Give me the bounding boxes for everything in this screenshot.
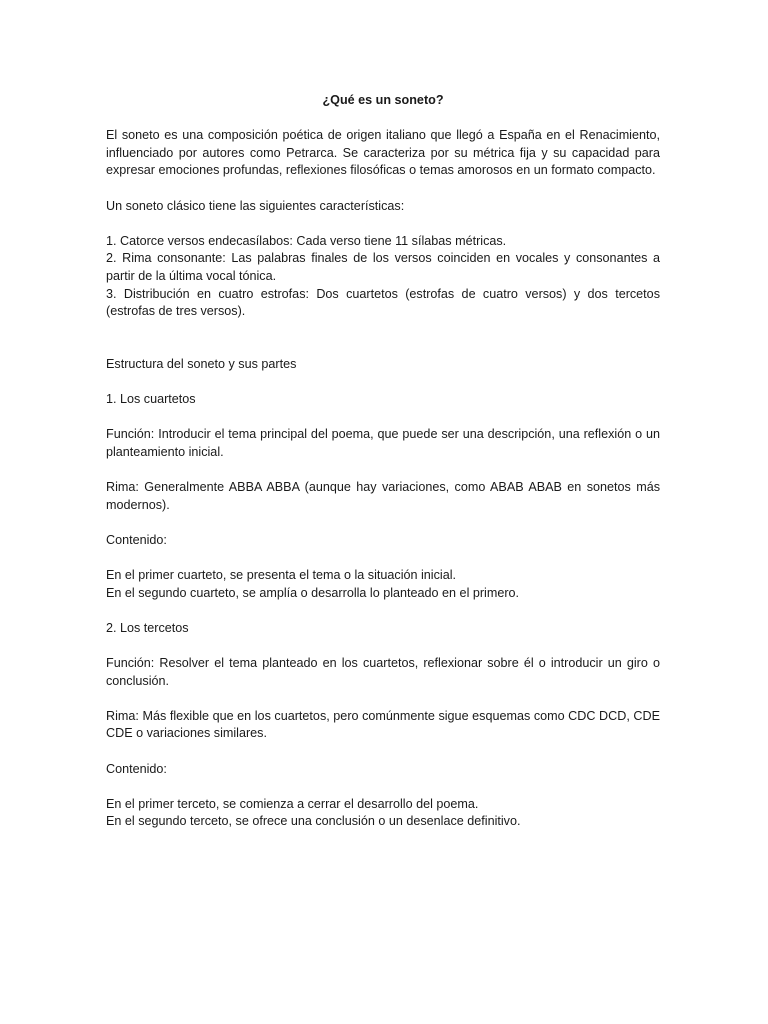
intro-paragraph: El soneto es una composición poética de origen italiano que llegó a España en el Renacimiento, influenciado por autores como Petrarca. Se caracteriza por su métrica fija y su capacidad para expresar emociones profundas, reflexiones filosóficas o temas amorosos en un formato compacto. [106,128,660,178]
tercetos-contenido-label: Contenido: [106,761,167,776]
cuartetos-heading: 1. Los cuartetos [106,392,196,407]
cuartetos-contenido-list [106,567,660,602]
tercetos-contenido-list [106,796,660,831]
tercetos-contenido-item: En el primer terceto, se comienza a cerrar el desarrollo del poema. [106,796,479,811]
cuartetos-contenido-label: Contenido: [106,532,167,547]
characteristics-list [106,233,660,321]
characteristic-item: 2. Rima consonante: Las palabras finales de los versos coinciden en vocales y consonantes a partir de la última vocal tónica. [106,251,660,283]
characteristic-item: 3. Distribución en cuatro estrofas: Dos cuartetos (estrofas de cuatro versos) y dos tercetos (estrofas de tres versos). [106,286,660,319]
document-body [106,92,660,831]
structure-heading: Estructura del soneto y sus partes [106,356,297,371]
document-title: ¿Qué es un soneto? [322,93,444,107]
characteristic-item: 1. Catorce versos endecasílabos: Cada verso tiene 11 sílabas métricas. [106,233,507,248]
cuartetos-contenido-item: En el segundo cuarteto, se amplía o desarrolla lo planteado en el primero. [106,585,520,600]
tercetos-heading: 2. Los tercetos [106,620,189,635]
characteristics-heading: Un soneto clásico tiene las siguientes características: [106,198,405,213]
cuartetos-contenido-item: En el primer cuarteto, se presenta el tema o la situación inicial. [106,568,456,583]
cuartetos-funcion: Función: Introducir el tema principal del poema, que puede ser una descripción, una reflexión o un planteamiento inicial. [106,427,660,459]
tercetos-rima: Rima: Más flexible que en los cuartetos, pero comúnmente sigue esquemas como CDC DCD, CDE CDE o variaciones similares. [106,708,660,741]
tercetos-contenido-item: En el segundo terceto, se ofrece una conclusión o un desenlace definitivo. [106,814,521,829]
cuartetos-rima: Rima: Generalmente ABBA ABBA (aunque hay variaciones, como ABAB ABAB en sonetos más modernos). [106,480,660,512]
tercetos-funcion: Función: Resolver el tema planteado en los cuartetos, reflexionar sobre él o introducir un giro o conclusión. [106,656,660,688]
